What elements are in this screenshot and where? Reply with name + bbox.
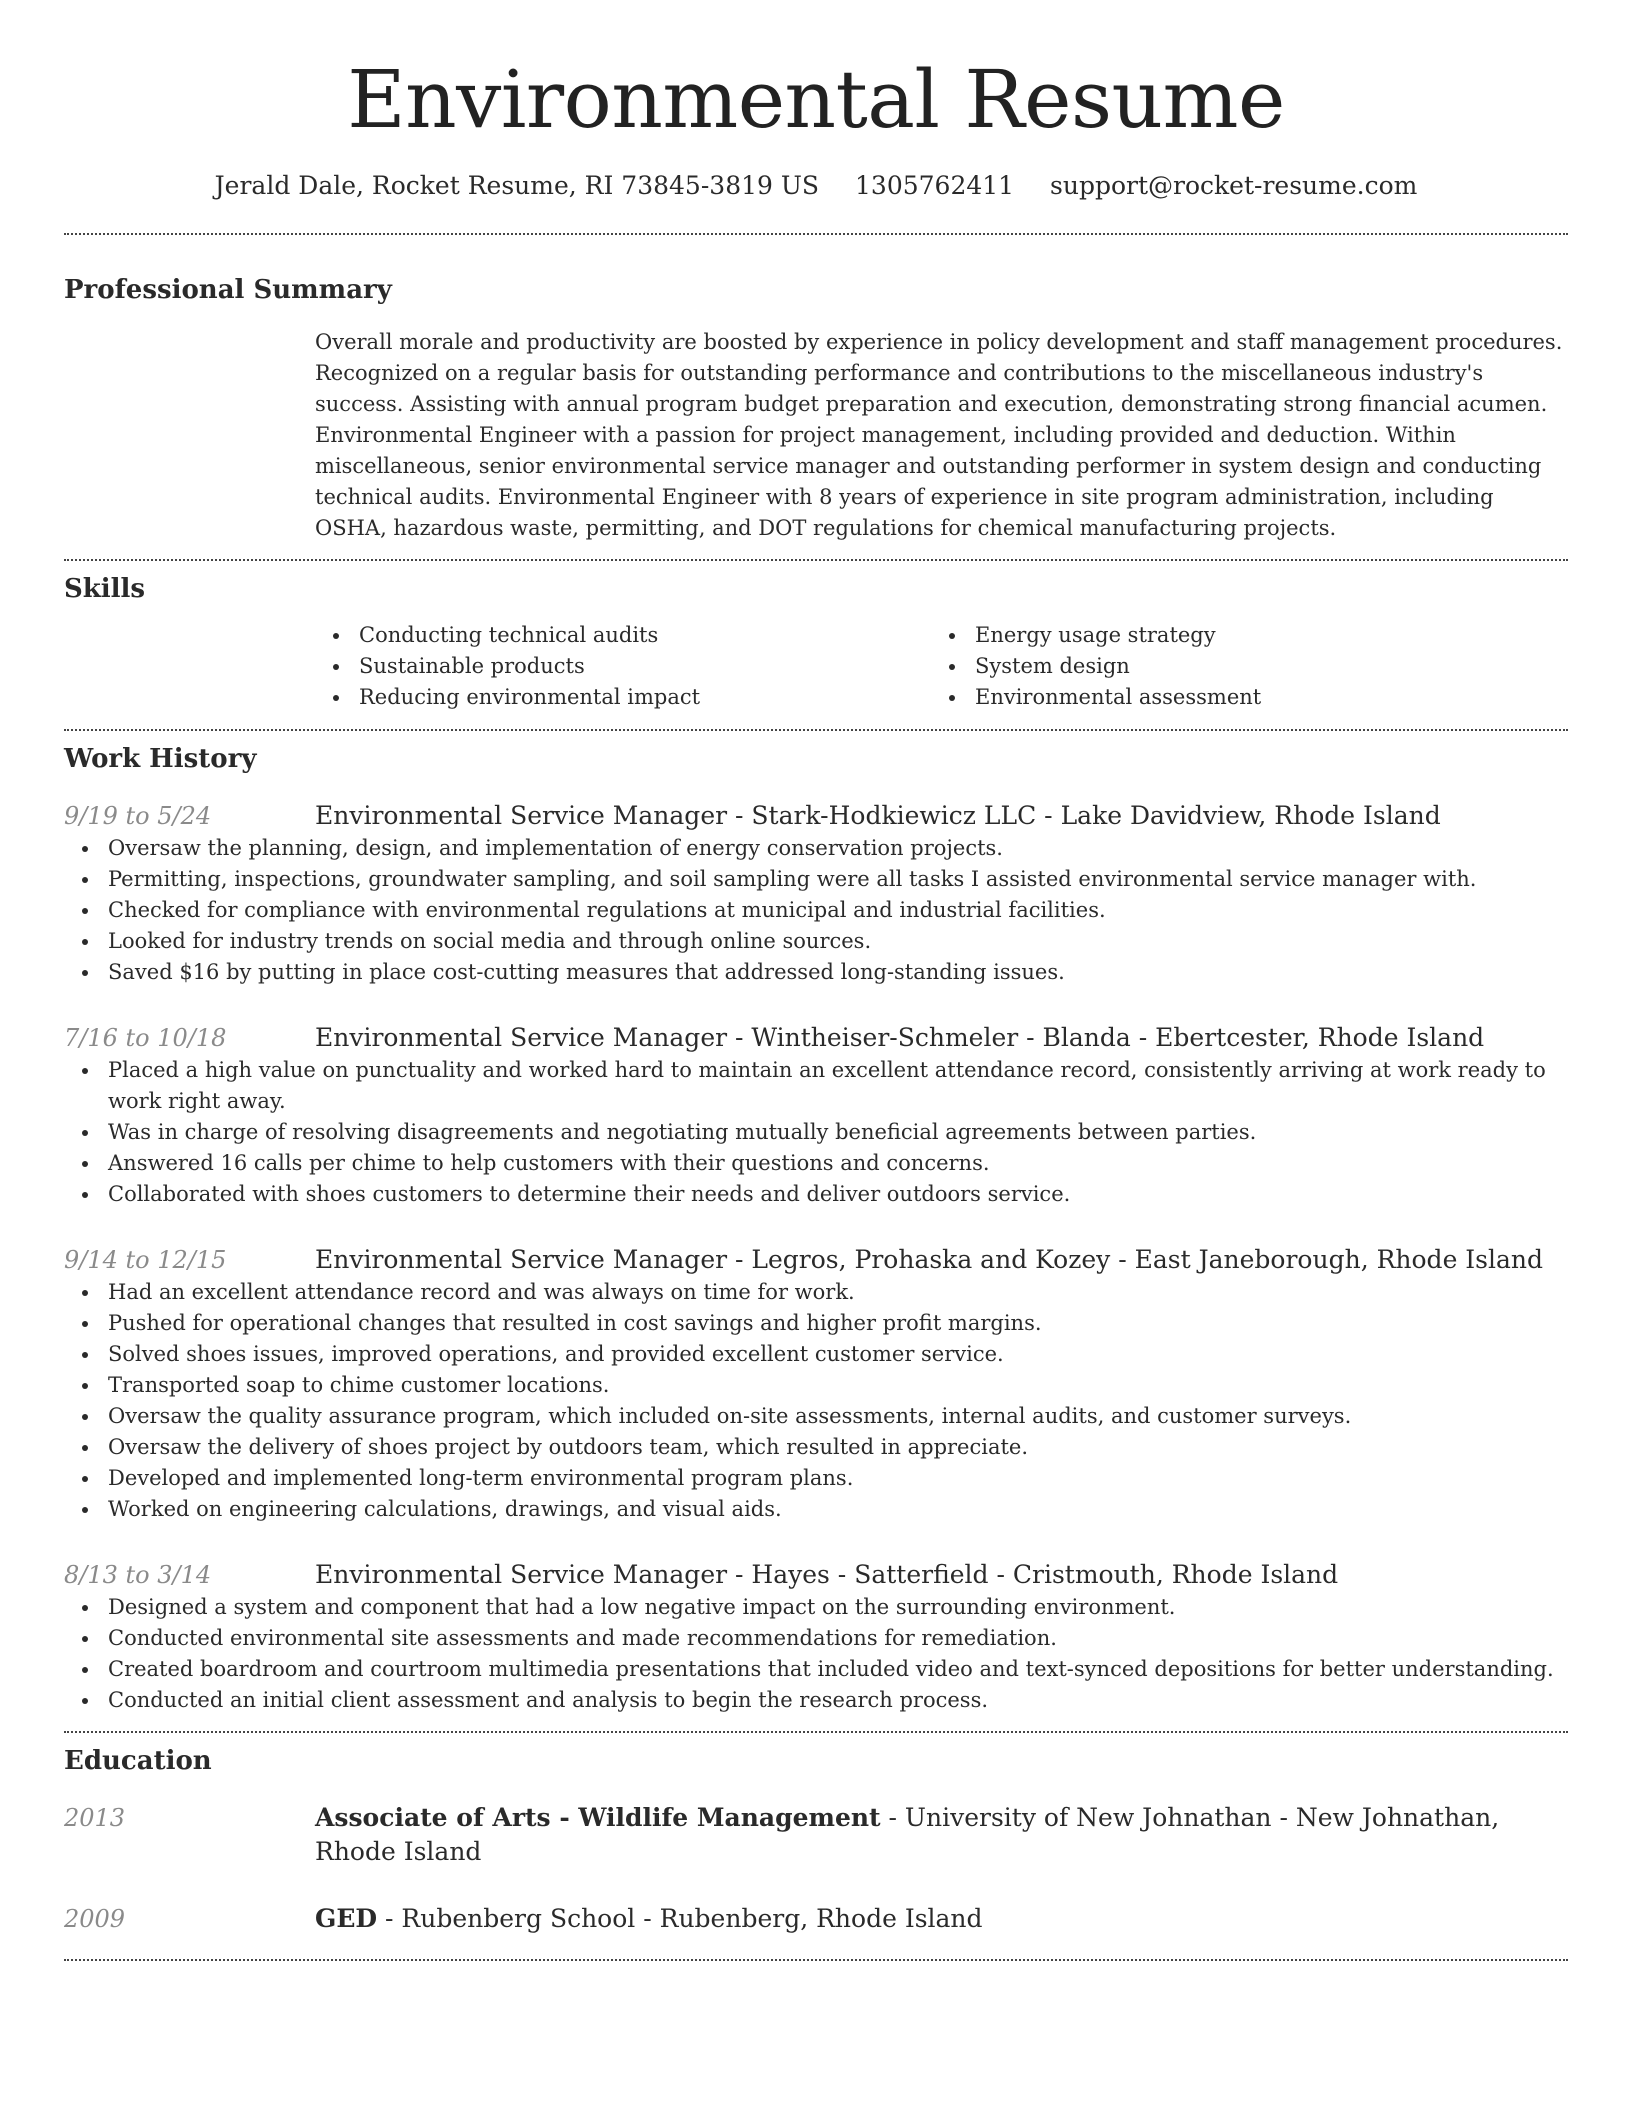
job-bullets <box>64 1055 1568 1210</box>
education-details <box>315 1902 983 1936</box>
education-degree: Associate of Arts - Wildlife Management <box>315 1803 881 1832</box>
work-history-heading: Work History <box>64 744 257 774</box>
job-bullet: Oversaw the planning, design, and implementation of energy conservation projects. <box>64 833 1568 864</box>
job-bullet: Collaborated with shoes customers to determine their needs and deliver outdoors service. <box>64 1179 1568 1210</box>
job-bullet: Checked for compliance with environmental regulations at municipal and industrial facilities. <box>64 895 1568 926</box>
job-bullet: Created boardroom and courtroom multimedia presentations that included video and text-synced depositions for better understanding. <box>64 1654 1568 1685</box>
contact-email: support@rocket-resume.com <box>1050 171 1418 200</box>
education-year: 2013 <box>64 1804 126 1832</box>
skills-section <box>64 572 1568 713</box>
job-title: Environmental Service Manager - Wintheiser-Schmeler - Blanda - Ebertcester, Rhode Island <box>315 1023 1485 1052</box>
job-bullet: Conducted environmental site assessments and made recommendations for remediation. <box>64 1623 1568 1654</box>
resume-title: Environmental Resume <box>347 53 1285 146</box>
summary-heading: Professional Summary <box>64 275 392 305</box>
skills-column-right <box>931 620 1547 713</box>
skill-item: Environmental assessment <box>931 682 1547 713</box>
education-entry <box>64 1801 1568 1869</box>
job-bullet: Transported soap to chime customer locations. <box>64 1370 1568 1401</box>
job-bullet: Pushed for operational changes that resulted in cost savings and higher profit margins. <box>64 1308 1568 1339</box>
skill-item: Reducing environmental impact <box>315 682 931 713</box>
section-divider <box>64 559 1568 561</box>
job-bullets <box>64 833 1568 988</box>
education-school: - University of New Johnathan - New Johnathan, Rhode Island <box>315 1803 1500 1866</box>
job-bullet: Oversaw the delivery of shoes project by outdoors team, which resulted in appreciate. <box>64 1432 1568 1463</box>
job-dates: 9/14 to 12/15 <box>64 1246 227 1274</box>
job-bullet: Worked on engineering calculations, drawings, and visual aids. <box>64 1494 1568 1525</box>
section-divider <box>64 1959 1568 1961</box>
contact-phone: 1305762411 <box>855 171 1015 200</box>
skills-list <box>315 620 1568 713</box>
summary-text: Overall morale and productivity are boosted by experience in policy development and staff management procedures. Recognized on a regular basis for outstanding performance and contributions to the miscellaneous industry's success. Assisting with annual program budget preparation and execution, demonstrating strong financial acumen. Environmental Engineer with a passion for project management, including provided and deduction. Within miscellaneous, senior environmental service manager and outstanding performer in system design and conducting technical audits. Environmental Engineer with 8 years of experience in site program administration, including OSHA, hazardous waste, permitting, and DOT regulations for chemical manufacturing projects. <box>315 330 1563 540</box>
summary-section <box>64 273 1568 544</box>
job-bullet: Looked for industry trends on social media and through online sources. <box>64 926 1568 957</box>
skill-item: Conducting technical audits <box>315 620 931 651</box>
education-heading: Education <box>64 1746 212 1776</box>
job-entry <box>64 1021 1568 1210</box>
job-bullet: Oversaw the quality assurance program, which included on-site assessments, internal audits, and customer surveys. <box>64 1401 1568 1432</box>
skills-column-left <box>315 620 931 713</box>
job-title: Environmental Service Manager - Legros, Prohaska and Kozey - East Janeborough, Rhode Island <box>315 1245 1544 1274</box>
job-bullet: Saved $16 by putting in place cost-cutting measures that addressed long-standing issues. <box>64 957 1568 988</box>
contact-address: Jerald Dale, Rocket Resume, RI 73845-3819 US <box>214 171 820 200</box>
job-bullets <box>64 1592 1568 1716</box>
job-bullet: Permitting, inspections, groundwater sampling, and soil sampling were all tasks I assisted environmental service manager with. <box>64 864 1568 895</box>
skill-item: System design <box>931 651 1547 682</box>
job-bullet: Designed a system and component that had a low negative impact on the surrounding environment. <box>64 1592 1568 1623</box>
job-entry <box>64 799 1568 988</box>
job-dates: 9/19 to 5/24 <box>64 802 212 830</box>
section-divider <box>64 233 1568 235</box>
education-details <box>315 1801 1568 1869</box>
job-bullet: Developed and implemented long-term environmental program plans. <box>64 1463 1568 1494</box>
skills-heading: Skills <box>64 574 146 604</box>
skill-item: Sustainable products <box>315 651 931 682</box>
job-entry <box>64 1243 1568 1525</box>
job-bullet: Had an excellent attendance record and was always on time for work. <box>64 1277 1568 1308</box>
job-dates: 7/16 to 10/18 <box>64 1024 227 1052</box>
job-dates: 8/13 to 3/14 <box>64 1561 212 1589</box>
job-bullets <box>64 1277 1568 1525</box>
resume-page <box>64 0 1568 1961</box>
job-bullet: Was in charge of resolving disagreements and negotiating mutually beneficial agreements between parties. <box>64 1117 1568 1148</box>
contact-line <box>64 168 1568 204</box>
education-year: 2009 <box>64 1905 126 1933</box>
work-history-section <box>64 742 1568 1716</box>
job-title: Environmental Service Manager - Stark-Hodkiewicz LLC - Lake Davidview, Rhode Island <box>315 801 1441 830</box>
section-divider <box>64 729 1568 731</box>
education-school: - Rubenberg School - Rubenberg, Rhode Island <box>377 1904 983 1933</box>
job-bullet: Conducted an initial client assessment and analysis to begin the research process. <box>64 1685 1568 1716</box>
section-divider <box>64 1731 1568 1733</box>
skill-item: Energy usage strategy <box>931 620 1547 651</box>
education-entry <box>64 1902 1568 1936</box>
job-title: Environmental Service Manager - Hayes - Satterfield - Cristmouth, Rhode Island <box>315 1560 1339 1589</box>
job-bullet: Solved shoes issues, improved operations, and provided excellent customer service. <box>64 1339 1568 1370</box>
education-degree: GED <box>315 1904 378 1933</box>
job-bullet: Placed a high value on punctuality and worked hard to maintain an excellent attendance record, consistently arriving at work ready to work right away. <box>64 1055 1568 1117</box>
education-section <box>64 1744 1568 1936</box>
job-entry <box>64 1558 1568 1716</box>
job-bullet: Answered 16 calls per chime to help customers with their questions and concerns. <box>64 1148 1568 1179</box>
